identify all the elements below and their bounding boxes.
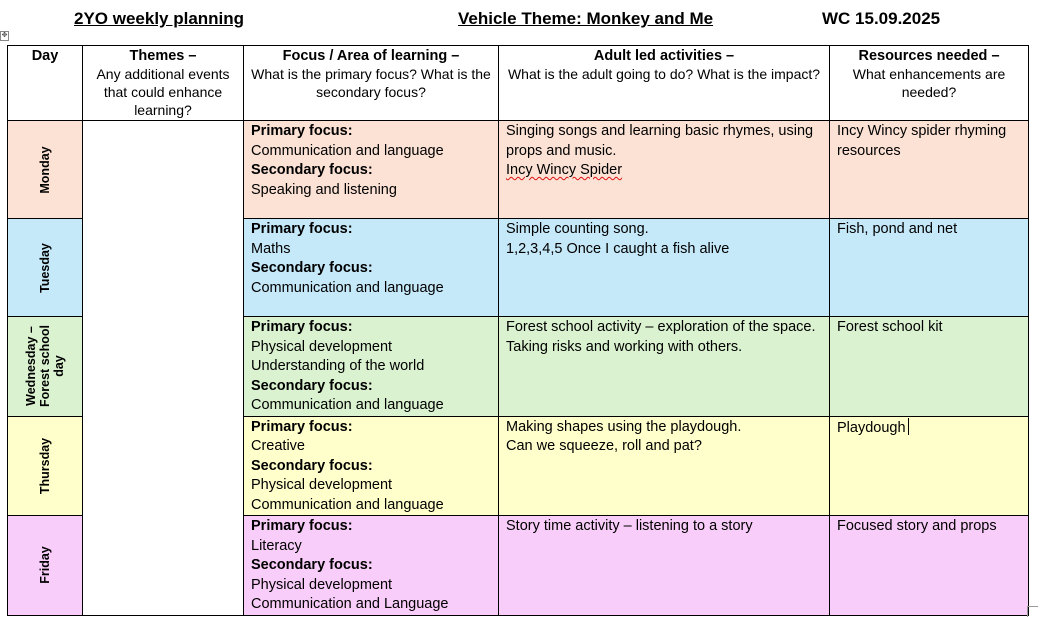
resources-text: Focused story and props [837,518,997,534]
resources-text: Incy Wincy spider rhyming resources [837,123,1007,159]
activity-text: Story time activity – listening to a story [506,518,753,534]
focus-cell-monday[interactable] [244,121,499,219]
header-themes[interactable]: Themes – Any additional events that could enhance learning? [83,46,244,121]
day-cell-wednesday[interactable] [8,317,83,417]
primary-focus-value: Creative [251,438,305,454]
primary-focus-label: Primary focus: [251,221,353,237]
resources-text: Fish, pond and net [837,221,958,237]
activity-text: Making shapes using the playdough. [506,418,742,435]
primary-focus-label: Primary focus: [251,418,353,435]
secondary-focus-value: Physical development [251,477,393,493]
primary-focus-label: Primary focus: [251,319,353,335]
header-resources[interactable]: Resources needed – What enhancements are needed? [830,46,1029,121]
resources-text: Playdough [837,419,906,436]
focus-cell-tuesday[interactable] [244,219,499,317]
activity-text: Singing songs and learning basic rhymes, using props and music. [506,123,814,159]
themes-cell[interactable] [83,121,244,616]
resources-text: Forest school kit [837,319,943,335]
resources-cell-thursday[interactable] [830,416,1029,516]
planning-title: 2YO weekly planning [74,9,245,28]
day-cell-friday[interactable] [8,516,83,616]
activity-text: Forest school activity – exploration of the space. Taking risks and working with others. [506,319,816,355]
day-cell-monday[interactable] [8,121,83,219]
primary-focus-value: Communication and language [251,142,444,159]
activity-cell-wednesday[interactable] [499,317,830,417]
secondary-focus-value: Physical development [251,576,393,593]
secondary-focus-label: Secondary focus: [251,457,373,474]
primary-focus-value: Literacy [251,537,302,554]
primary-focus-label: Primary focus: [251,518,353,534]
day-label: Wednesday – Forest school day [24,325,66,408]
secondary-focus-label: Secondary focus: [251,557,373,573]
primary-focus-value: Physical development [251,338,393,355]
secondary-focus-value: Communication and language [251,279,444,296]
secondary-focus-label: Secondary focus: [251,260,373,276]
activity-cell-tuesday[interactable] [499,219,830,317]
secondary-focus-value: Speaking and listening [251,181,397,198]
table-move-handle-icon[interactable]: ✥ [1,32,8,39]
text-cursor [908,418,909,435]
day-label: Tuesday [38,242,52,293]
activity-text: Can we squeeze, roll and pat? [506,438,702,454]
weekly-planning-table [7,45,1029,616]
primary-focus-label: Primary focus: [251,123,353,139]
activity-cell-thursday[interactable] [499,416,830,516]
header-focus[interactable]: Focus / Area of learning – What is the primary focus? What is the secondary focus? [244,46,499,121]
secondary-focus-label: Secondary focus: [251,377,373,394]
activity-cell-monday[interactable] [499,121,830,219]
secondary-focus-value: Communication and Language [251,596,449,612]
table-header-row [8,46,1029,121]
week-commencing: WC 15.09.2025 [822,9,941,28]
activity-text: 1,2,3,4,5 Once I caught a fish alive [506,240,730,257]
day-label: Monday [38,145,52,194]
activity-text: Incy Wincy Spider [506,162,623,178]
day-cell-thursday[interactable] [8,416,83,516]
focus-cell-friday[interactable] [244,516,499,616]
day-label: Thursday [38,437,52,494]
primary-focus-value: Maths [251,240,291,257]
resources-cell-tuesday[interactable] [830,219,1029,317]
secondary-focus-value: Communication and language [251,397,444,413]
primary-focus-value: Understanding of the world [251,358,425,374]
table-row [8,121,1029,219]
focus-cell-wednesday[interactable] [244,317,499,417]
resources-cell-wednesday[interactable] [830,317,1029,417]
day-label: Friday [38,546,52,585]
activity-cell-friday[interactable] [499,516,830,616]
activity-text: Simple counting song. [506,221,649,237]
resources-cell-friday[interactable] [830,516,1029,616]
secondary-focus-value: Communication and language [251,496,444,513]
table-resize-handle-icon[interactable] [1027,606,1038,617]
focus-cell-thursday[interactable] [244,416,499,516]
vehicle-theme: Vehicle Theme: Monkey and Me [458,9,714,28]
resources-cell-monday[interactable] [830,121,1029,219]
day-cell-tuesday[interactable] [8,219,83,317]
secondary-focus-label: Secondary focus: [251,162,373,178]
header-activities[interactable]: Adult led activities – What is the adult going to do? What is the impact? [499,46,830,121]
document-header [0,9,1042,33]
header-day[interactable]: Day [8,46,83,121]
